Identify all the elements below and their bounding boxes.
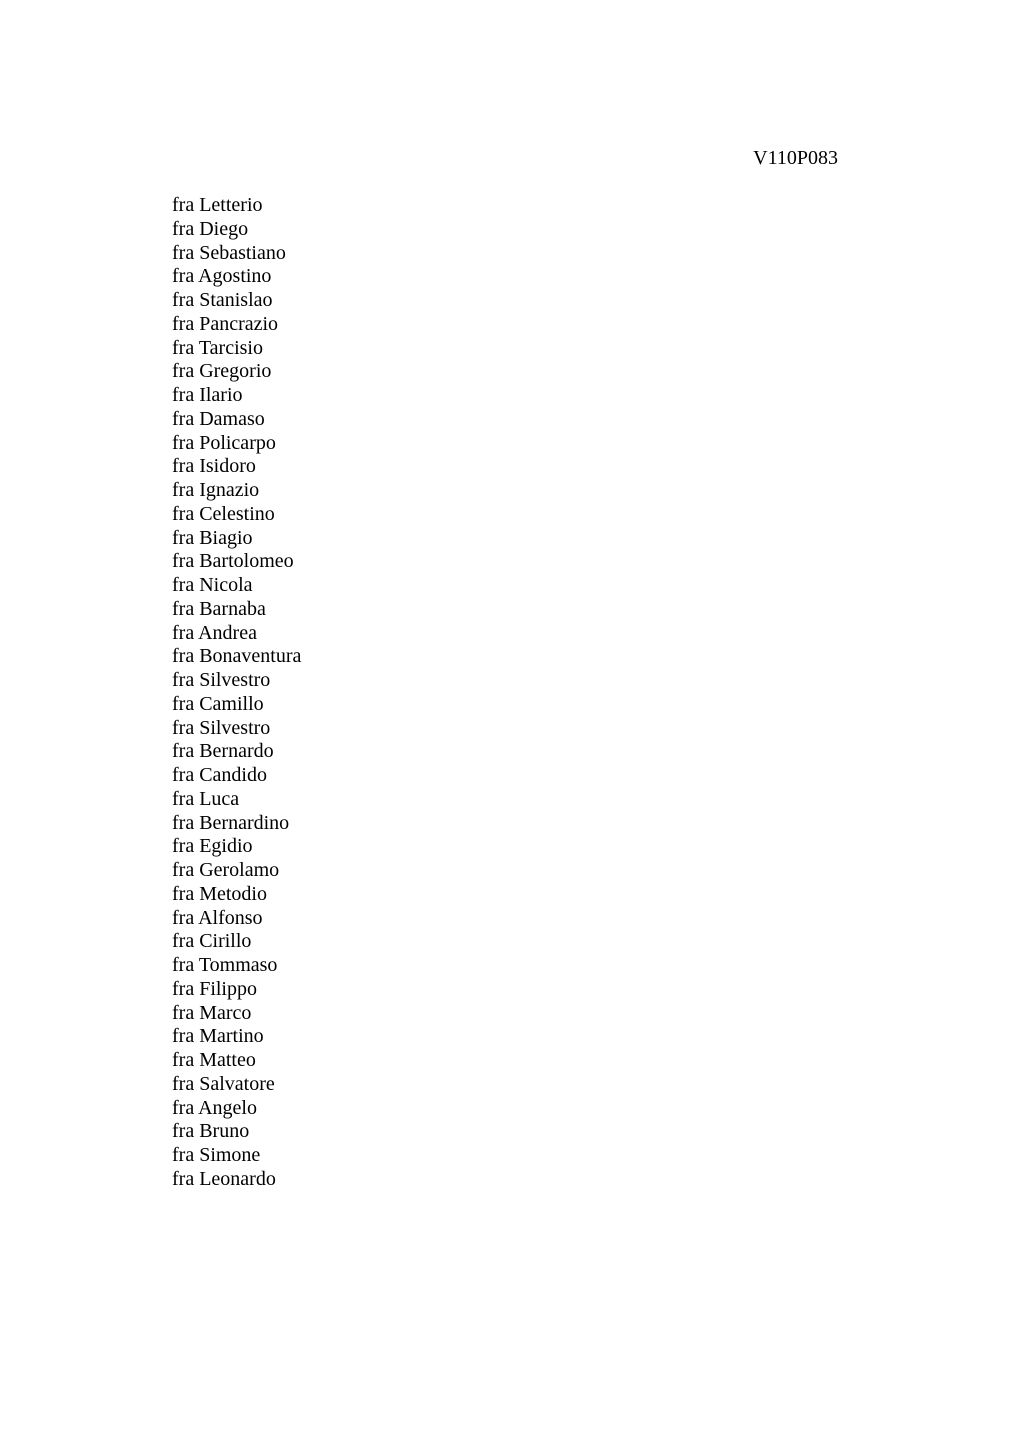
list-item: fra Camillo: [172, 692, 264, 715]
list-item: fra Metodio: [172, 882, 267, 905]
list-item: fra Andrea: [172, 621, 257, 644]
list-item: fra Stanislao: [172, 289, 273, 311]
list-item: fra Tommaso: [172, 954, 278, 976]
list-item: fra Bonaventura: [172, 645, 302, 668]
list-item: fra Pancrazio: [172, 312, 279, 335]
list-item: fra Silvestro: [172, 716, 271, 739]
list-item: fra Bernardo: [172, 740, 274, 763]
list-item: fra Gregorio: [172, 360, 272, 383]
list-item: fra Diego: [172, 217, 249, 240]
list-item: fra Ilario: [172, 384, 243, 406]
name-list: [172, 194, 301, 1192]
list-item: fra Policarpo: [172, 431, 276, 454]
list-item: fra Biagio: [172, 526, 253, 549]
list-item: fra Matteo: [172, 1049, 256, 1071]
list-item: fra Damaso: [172, 407, 265, 430]
list-item: fra Simone: [172, 1144, 261, 1166]
list-item: fra Bartolomeo: [172, 550, 294, 573]
page-code: V110P083: [753, 147, 838, 169]
list-item: fra Silvestro: [172, 669, 271, 691]
list-item: fra Tarcisio: [172, 336, 263, 359]
list-item: fra Filippo: [172, 977, 257, 1000]
list-item: fra Gerolamo: [172, 859, 280, 881]
list-item: fra Leonardo: [172, 1167, 276, 1190]
list-item: fra Nicola: [172, 574, 253, 596]
list-item: fra Angelo: [172, 1096, 257, 1119]
list-item: fra Luca: [172, 787, 240, 810]
list-item: fra Marco: [172, 1001, 252, 1024]
list-item: fra Bruno: [172, 1120, 250, 1143]
list-item: fra Salvatore: [172, 1072, 275, 1095]
list-item: fra Alfonso: [172, 906, 263, 929]
list-item: fra Bernardino: [172, 811, 290, 834]
list-item: fra Martino: [172, 1025, 264, 1048]
list-item: fra Isidoro: [172, 455, 256, 478]
list-item: fra Agostino: [172, 265, 272, 288]
list-item: fra Cirillo: [172, 930, 252, 953]
list-item: fra Letterio: [172, 194, 263, 216]
list-item: fra Celestino: [172, 502, 275, 525]
list-item: fra Ignazio: [172, 479, 260, 501]
list-item: fra Barnaba: [172, 597, 266, 620]
list-item: fra Sebastiano: [172, 241, 286, 264]
list-item: fra Egidio: [172, 835, 253, 858]
list-item: fra Candido: [172, 764, 267, 786]
